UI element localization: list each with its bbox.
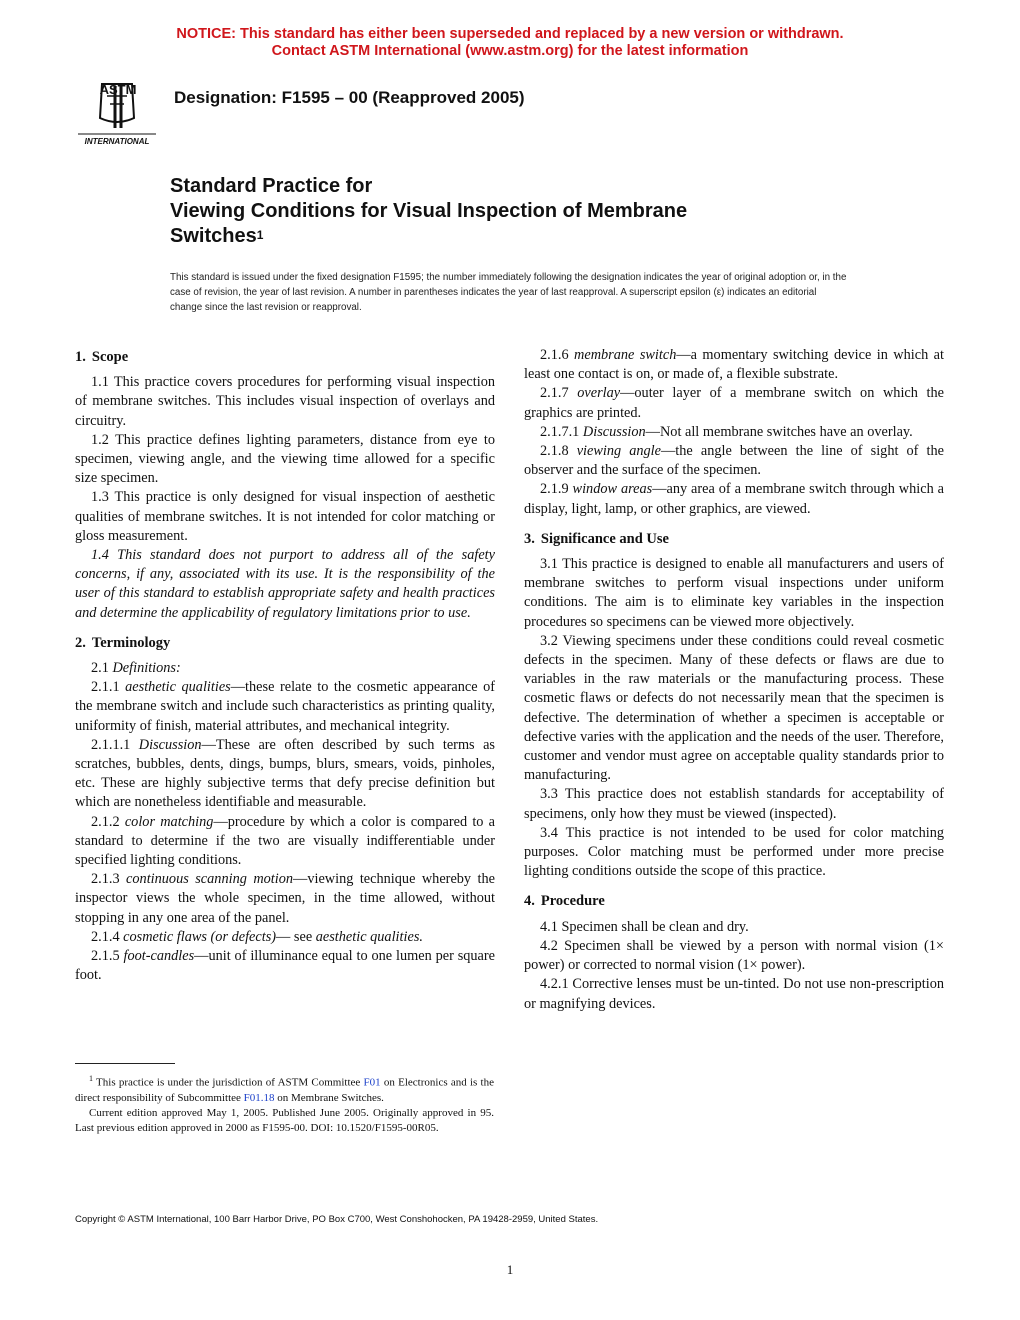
issued-note: This standard is issued under the fixed designation F1595; the number immediately following the designation indicates the year of original adoption or, in the case of revision, the year of last revision. A number in parentheses indicates the year of last reapproval. A superscript epsilon (ε) indicates an editorial change since the last revision or reapproval. [170,272,847,313]
paragraph: 1.2 This practice defines lighting parameters, distance from eye to specimen, viewing angle, and the viewing time allowed for a specific size specimen. [75,431,495,487]
paragraph: 3.2 Viewing specimens under these conditions could reveal cosmetic defects in the specimen. Many of these defects or flaws are due to variables in the raw materials or the manufacturing process. These cosmetic flaws or defects do not necessarily mean that the specimen is defective. The determination of whether a specimen is acceptable or defective varies with the application and the needs of the user. Therefore, customer and vendor must agree on acceptable quality standards prior to manufacturing. [524,632,944,784]
title-line-2: Viewing Conditions for Visual Inspection of Membrane [170,200,688,222]
paragraph: 3.3 This practice does not establish standards for acceptability of specimens, only how they must be viewed (inspected). [524,786,944,822]
copyright: Copyright © ASTM International, 100 Barr Harbor Drive, PO Box C700, West Conshohocken, PA 19428-2959, United States. [75,1214,599,1225]
withdrawn-notice [0,26,1020,60]
section-heading-scope: 1. Scope [75,349,129,365]
paragraph: 3.4 This practice is not intended to be used for color matching purposes. Color matching must be performed under more precise lighting conditions outside the scope of this practice. [524,824,944,880]
svg-text:ASTM: ASTM [99,82,137,97]
astm-logo [72,74,162,149]
definition: 2.1.9 window areas—any area of a membrane switch through which a display, light, lamp, or other graphics, are viewed. [524,481,944,517]
definition: 2.1 Definitions: [91,660,181,677]
footnote-divider [75,1063,175,1064]
paragraph: 4.2.1 Corrective lenses must be un-tinted. Do not use non-prescription or magnifying devices. [524,976,944,1012]
definition: 2.1.2 color matching—procedure by which a color is compared to a standard to determine if the two are visually indifferentiable under specified lighting conditions. [75,813,496,869]
definition: 2.1.1.1 Discussion—These are often described by such terms as scratches, bubbles, dents, dings, bumps, blurs, smears, voids, pinholes, etc. These are highly subjective terms that defy precise definition but which are nonetheless identifiable and measurable. [75,736,495,811]
notice-line-2: Contact ASTM International (www.astm.org) for the latest information [271,43,749,59]
svg-text:INTERNATIONAL: INTERNATIONAL [84,137,150,146]
right-column [524,346,944,1014]
definition: 2.1.3 continuous scanning motion—viewing technique whereby the inspector views the whole specimen, in the time allowed, without stopping in any one area of the panel. [75,871,495,926]
designation: Designation: F1595 – 00 (Reapproved 2005) [174,88,525,107]
section-heading-procedure: 4. Procedure [524,893,605,910]
committee-link[interactable]: F01 [363,1076,381,1089]
paragraph: 3.1 This practice is designed to enable all manufacturers and users of membrane switches to perform visual inspections under uniform conditions. The aim is to eliminate key variables in the inspection procedures so specimens can be viewed more objectively. [524,556,944,630]
section-heading-significance: 3. Significance and Use [524,530,669,547]
definition: 2.1.4 cosmetic flaws (or defects)— see aesthetic qualities. [91,928,423,945]
paragraph: 4.2 Specimen shall be viewed by a person with normal vision (1× power) or corrected to normal vision (1× power). [524,937,944,974]
definition: 2.1.6 membrane switch—a momentary switching device in which at least one contact is on, or made of, a flexible substrate. [524,347,944,383]
footnote-paragraph: $^1$ This practice is under the jurisdiction of ASTM Committee F01 on Electronics and is the direct responsibility of Subcommittee F01.18 on Membrane Switches. [75,1074,494,1104]
definition: 2.1.1 aesthetic qualities—these relate to the cosmetic appearance of the membrane switch and include such characteristics as printing quality, uniformity of finish, material attributes, and mechanical integrity. [75,679,496,734]
section-heading-terminology: 2. Terminology [75,634,171,651]
definition: 2.1.8 viewing angle—the angle between the line of sight of the observer and the surface of the specimen. [524,443,944,479]
left-column [75,346,495,986]
definition: 2.1.7 overlay—outer layer of a membrane switch on which the graphics are printed. [524,385,944,421]
document-title [170,174,870,249]
paragraph: 4.1 Specimen shall be clean and dry. [540,918,749,935]
title-footnote-ref[interactable]: 1 [256,228,264,242]
definition: 2.1.7.1 Discussion—Not all membrane switches have an overlay. [540,423,913,440]
subcommittee-link[interactable]: F01.18 [243,1091,275,1104]
title-line-1: Standard Practice for [170,175,373,197]
footnote-paragraph: Current edition approved May 1, 2005. Published June 2005. Originally approved in 95. Last previous edition approved in 2000 as F1595-00. DOI: 10.1520/F1595-00R05. [75,1106,494,1134]
paragraph: 1.4 This standard does not purport to address all of the safety concerns, if any, associated with its use. It is the responsibility of the user of this standard to establish appropriate safety and health practices and determine the applicability of regulatory limitations prior to use. [75,547,495,621]
footnote [75,1071,494,1136]
page-number: 1 [506,1262,514,1277]
paragraph: 1.1 This practice covers procedures for performing visual inspection of membrane switches. This includes visual inspection of overlays and circuitry. [75,374,495,429]
definition: 2.1.5 foot-candles—unit of illuminance equal to one lumen per square foot. [75,948,496,984]
notice-line-1: NOTICE: This standard has either been superseded and replaced by a new version or withdrawn. [176,26,844,42]
title-line-3: Switches$^1$ [170,225,264,247]
paragraph: 1.3 This practice is only designed for visual inspection of aesthetic qualities of membrane switches. It is not intended for color matching or gloss measurement. [75,489,495,544]
